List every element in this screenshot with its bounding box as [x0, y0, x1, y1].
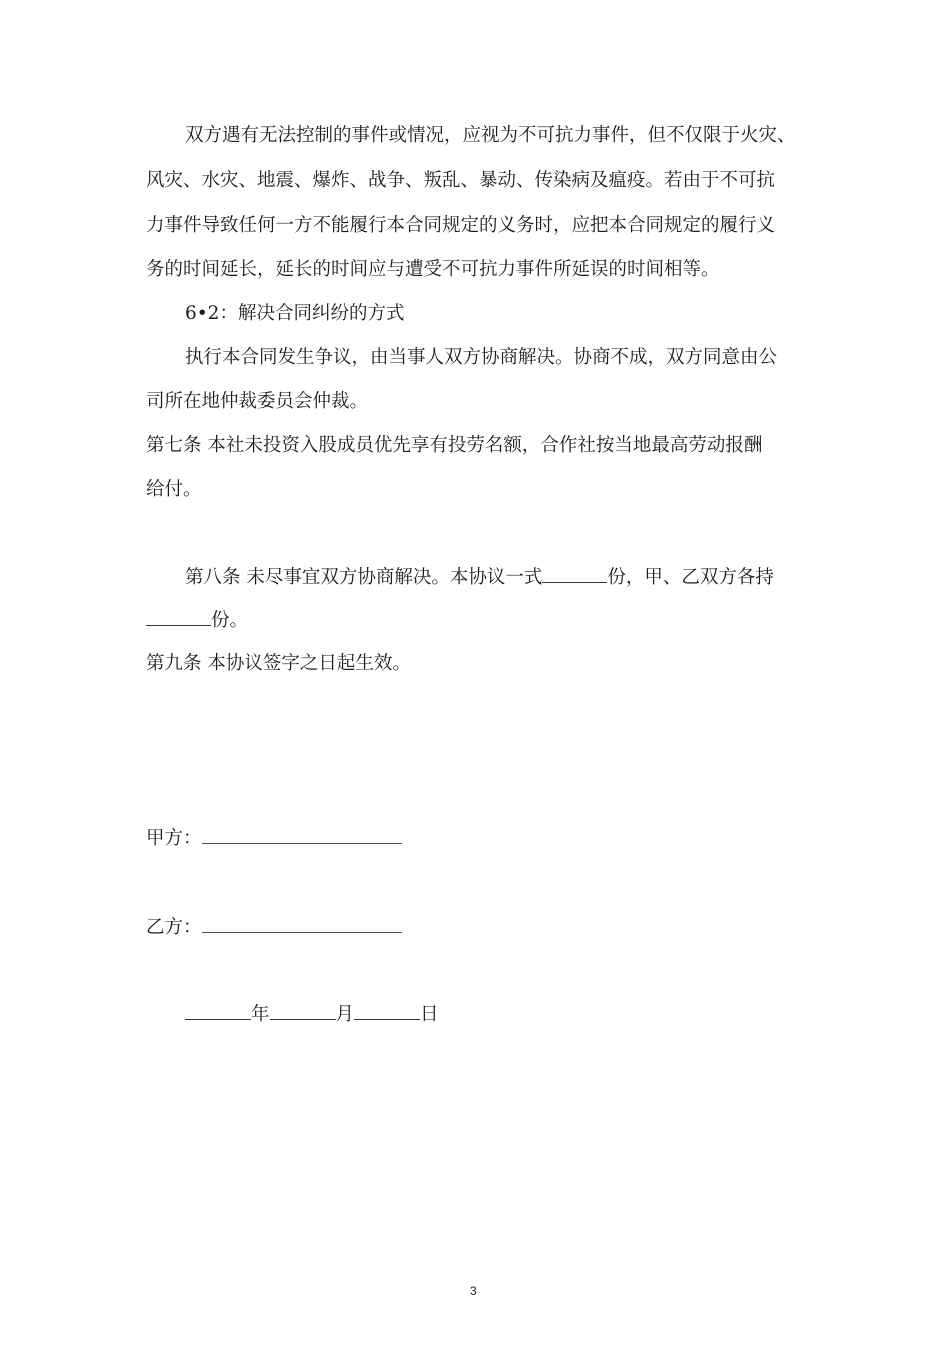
- month-blank: [270, 1005, 336, 1020]
- party-b-signature: [146, 919, 402, 938]
- force-majeure-line-2: 风灾、水灾、地震、爆炸、战争、叛乱、暴动、传染病及瘟疫。若由于不可抗: [146, 170, 776, 191]
- page-number: 3: [470, 1284, 477, 1298]
- year-blank: [185, 1005, 251, 1020]
- day-label: 日: [420, 1004, 439, 1025]
- article-8-text-a: 第八条 未尽事宜双方协商解决。本协议一式: [185, 567, 543, 588]
- article-8-text-c: 份。: [211, 610, 249, 631]
- section-6-2-heading: 6•2：解决合同纠纷的方式: [185, 303, 405, 324]
- article-9: 第九条 本协议签字之日起生效。: [146, 653, 411, 674]
- party-a-signature-line: [202, 833, 402, 844]
- copies-total-blank: [542, 568, 607, 583]
- force-majeure-line-3: 力事件导致任何一方不能履行本合同规定的义务时，应把本合同规定的履行义: [146, 215, 776, 236]
- article-8-text-b: 份，甲、乙双方各持: [607, 567, 774, 588]
- date-line: [185, 1005, 439, 1025]
- dispute-line-2: 司所在地仲裁委员会仲裁。: [146, 391, 369, 412]
- article-7-line-2: 给付。: [146, 479, 202, 500]
- party-b-signature-line: [202, 922, 402, 933]
- force-majeure-line-4: 务的时间延长，延长的时间应与遭受不可抗力事件所延误的时间相等。: [146, 259, 720, 280]
- month-label: 月: [335, 1004, 355, 1025]
- copies-each-blank: [146, 611, 211, 626]
- year-label: 年: [251, 1004, 270, 1025]
- party-a-label: 甲方：: [146, 828, 202, 849]
- article-7-line-1: 第七条 本社未投资入股成员优先享有投劳名额，合作社按当地最高劳动报酬: [146, 435, 763, 456]
- force-majeure-line-1: 双方遇有无法控制的事件或情况，应视为不可抗力事件，但不仅限于火灾、: [185, 125, 796, 146]
- dispute-line-1: 执行本合同发生争议，由当事人双方协商解决。协商不成，双方同意由公: [185, 347, 778, 368]
- article-8-line-2: [146, 611, 248, 631]
- day-blank: [354, 1005, 420, 1020]
- party-a-signature: [146, 830, 402, 849]
- article-8-line-1: [185, 568, 774, 588]
- party-b-label: 乙方：: [146, 917, 202, 938]
